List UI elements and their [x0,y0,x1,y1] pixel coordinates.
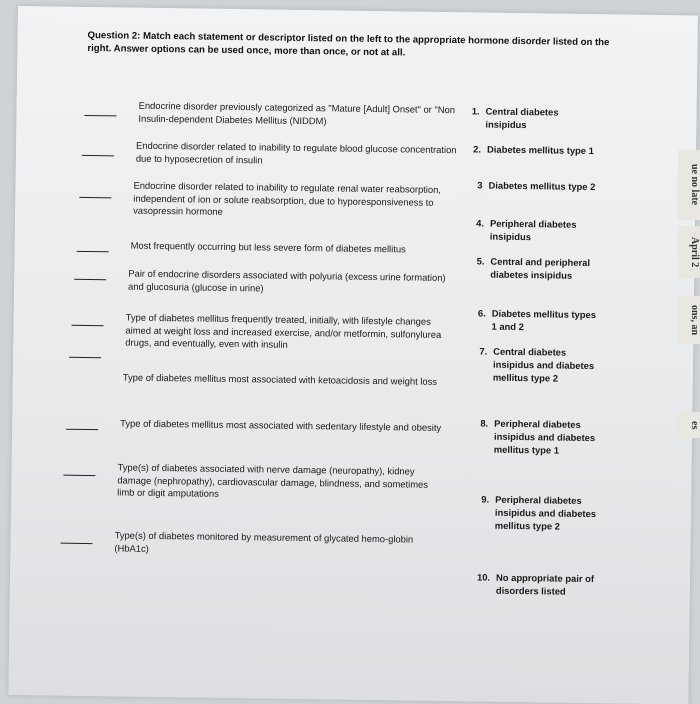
edge-text-c: ons, an [678,296,700,344]
statement-8: Type of diabetes mellitus most associated with sedentary lifestyle and obesity [120,417,442,433]
option-text: No appropriate pair of disorders listed [495,571,595,597]
option-text: Diabetes mellitus types 1 and 2 [491,307,597,333]
answer-blank-1[interactable] [84,115,116,116]
option-number: 4. [476,217,485,229]
option-text: Central diabetes insipidus [485,105,559,131]
question-title: Question 2: Match each statement or descriptor listed on the left to the appropriate hormone disorder listed on the right. Answer options can be used once, more than once, or not at all. [87,29,610,59]
option-number: 6. [477,307,486,319]
statement-2: Endocrine disorder related to inability to regulate blood glucose concentration due to hyposecretion of insulin [135,139,457,165]
option-number: 9. [481,493,490,505]
statement-6: Type of diabetes mellitus frequently treated, initially, with lifestyle changes aimed at weight loss and increased exercise, and/or metformin, sulfonylurea drugs, and eventually, even with insulin [125,311,442,350]
answer-blank-2[interactable] [82,155,114,156]
statement-4: Most frequently occurring but less severe form of diabetes mellitus [130,239,406,255]
option-number: 2. [473,143,482,155]
statement-9: Type(s) of diabetes associated with nerve damage (neuropathy), kidney damage (nephropathy), cardiovascular damage, blindness, and sometimes limb or digit amputations [117,461,429,499]
answer-blank-7[interactable] [69,357,101,358]
answer-blank-5[interactable] [74,279,106,280]
statement-7: Type of diabetes mellitus most associated with ketoacidosis and weight loss [122,371,438,387]
statement-10: Type(s) of diabetes monitored by measurement of glycated hemo-globin (HbA1c) [114,529,414,554]
answer-blank-9[interactable] [63,475,95,476]
option-number: 5. [476,255,485,267]
worksheet-page [8,6,698,704]
answer-blank-4[interactable] [77,251,109,252]
option-text: Peripheral diabetes insipidus and diabetes mellitus type 2 [494,493,597,532]
option-number: 1. [471,105,480,117]
statement-3: Endocrine disorder related to inability to regulate renal water reabsorption, independent of ion or solute reabsorption, due to hyporesponsiveness to vasopressin hormone [133,179,442,217]
statement-1: Endocrine disorder previously categorized as "Mature [Adult] Onset" or "Non Insulin-dependent Diabetes Mellitus (NIDDM) [138,99,456,126]
option-text: Central diabetes insipidus and diabetes mellitus type 2 [492,345,595,384]
answer-blank-3[interactable] [79,197,111,198]
option-text: Peripheral diabetes insipidus [489,217,577,243]
edge-text-a: ue no late [678,150,700,220]
answer-blank-6[interactable] [72,325,104,326]
option-text: Peripheral diabetes insipidus and diabetes mellitus type 1 [493,417,596,456]
option-number: 8. [480,417,489,429]
edge-text-b: April 2 [678,226,700,278]
answer-blank-10[interactable] [60,543,92,544]
option-number: 3 [477,179,483,191]
option-text: Central and peripheral diabetes insipidus [490,255,591,281]
option-number: 10. [476,571,491,583]
statement-5: Pair of endocrine disorders associated with polyuria (excess urine formation) and glucosuria (glucose in urine) [128,267,446,293]
edge-text-d: es [678,412,700,438]
option-text: Diabetes mellitus type 1 [486,143,594,157]
answer-blank-8[interactable] [66,429,98,430]
option-number: 7. [479,345,488,357]
option-text: Diabetes mellitus type 2 [488,179,596,193]
